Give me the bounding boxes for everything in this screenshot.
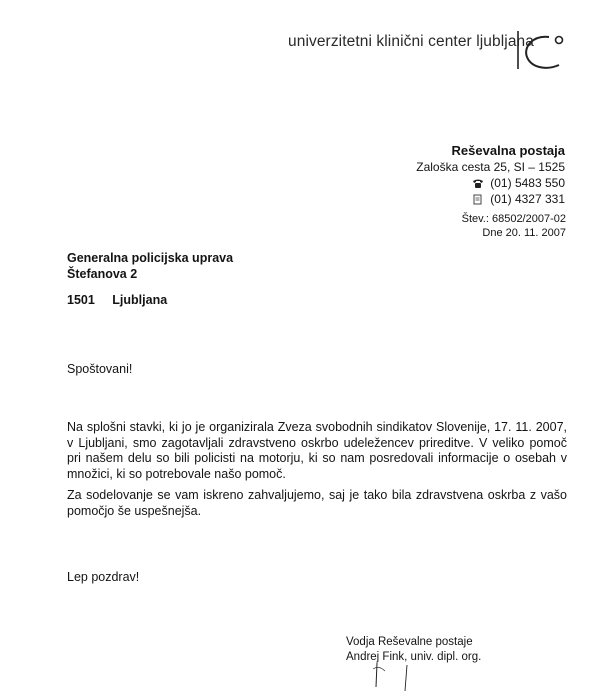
ukc-logo-icon xyxy=(515,25,567,75)
salutation: Spoštovani! xyxy=(67,362,133,376)
signatory-title: Vodja Reševalne postaje xyxy=(346,636,473,648)
sender-address: Zaloška cesta 25, SI – 1525 xyxy=(416,160,565,174)
body-paragraph-2: Za sodelovanje se vam iskreno zahvaljujemo, saj je tako bila zdravstvena oskrba z vašo pomočjo še uspešnejša. xyxy=(67,488,567,518)
recipient-city: Ljubljana xyxy=(112,293,168,307)
sender-block xyxy=(416,143,565,207)
recipient-street: Štefanova 2 xyxy=(67,267,138,281)
recipient-block xyxy=(67,250,233,282)
reference-block xyxy=(462,212,566,240)
recipient-name: Generalna policijska uprava xyxy=(67,251,234,265)
body-paragraph-1: Na splošni stavki, ki jo je organizirala Zveza svobodnih sindikatov Slovenije, 17. 11. 2007, v Ljubljani, smo zagotavljali zdravstveno oskrbo udeležencev prireditve. V veliko pomoč pri našem delu so bili policisti na motorju, ki so nam posredovali informacije o osebah v množici, ki so potrebovale našo pomoč. xyxy=(67,420,567,481)
handwritten-signature xyxy=(345,655,445,695)
sender-fax-row xyxy=(416,191,565,207)
org-name: univerzitetni klinični center ljubljana xyxy=(288,33,534,50)
recipient-postal-code: 1501 xyxy=(67,293,95,307)
recipient-city-line xyxy=(67,293,167,307)
telephone-icon xyxy=(472,178,484,189)
sender-phone-row xyxy=(416,175,565,191)
sender-phone: (01) 5483 550 xyxy=(490,176,565,190)
sender-name: Reševalna postaja xyxy=(451,143,565,158)
closing: Lep pozdrav! xyxy=(67,570,140,584)
reference-number: Štev.: 68502/2007-02 xyxy=(461,213,566,225)
letter-date: Dne 20. 11. 2007 xyxy=(482,227,566,239)
sender-fax: (01) 4327 331 xyxy=(490,192,565,206)
fax-icon xyxy=(472,194,484,205)
signatory-name: Andrej Fink, univ. dipl. org. xyxy=(346,651,482,663)
